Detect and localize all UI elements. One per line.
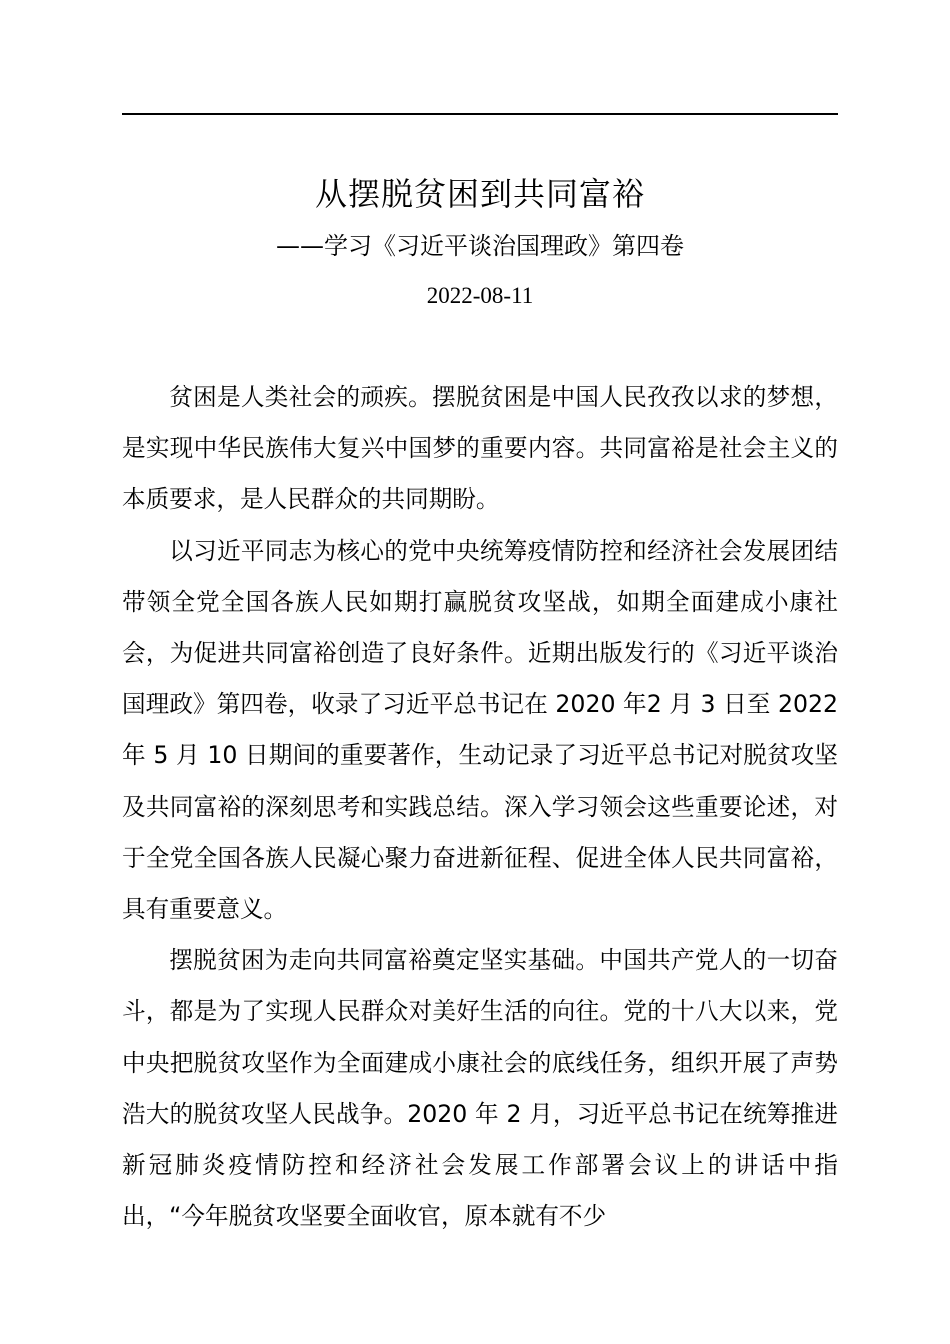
article-body — [122, 372, 838, 1242]
paragraph: 摆脱贫困为走向共同富裕奠定坚实基础。中国共产党人的一切奋斗，都是为了实现人民群众对美好生活的向往。党的十八大以来，党中央把脱贫攻坚作为全面建成小康社会的底线任务，组织开展了声势浩大的脱贫攻坚人民战争。2020 年 2 月，习近平总书记在统筹推进新冠肺炎疫情防控和经济社会发展工作部署会议上的讲话中指出，“今年脱贫攻坚要全面收官，原本就有不少 — [122, 946, 838, 1231]
header-rule — [122, 113, 838, 115]
article-date: 2022-08-11 — [426, 283, 534, 308]
paragraph: 以习近平同志为核心的党中央统筹疫情防控和经济社会发展团结带领全党全国各族人民如期打赢脱贫攻坚战，如期全面建成小康社会，为促进共同富裕创造了良好条件。近期出版发行的《习近平谈治国理政》第四卷，收录了习近平总书记在 2020 年2 月 3 日至 2022 年 5 月 10 日期间的重要著作，生动记录了习近平总书记对脱贫攻坚及共同富裕的深刻思考和实践总结。深入学习领会这些重要论述，对于全党全国各族人民凝心聚力奋进新征程、促进全体人民共同富裕，具有重要意义。 — [122, 536, 838, 924]
article-title: 从摆脱贫困到共同富裕 — [314, 175, 645, 213]
article-subtitle: ——学习《习近平谈治国理政》第四卷 — [276, 232, 684, 260]
paragraph: 贫困是人类社会的顽疾。摆脱贫困是中国人民孜孜以求的梦想，是实现中华民族伟大复兴中国梦的重要内容。共同富裕是社会主义的本质要求，是人民群众的共同期盼。 — [122, 383, 838, 514]
